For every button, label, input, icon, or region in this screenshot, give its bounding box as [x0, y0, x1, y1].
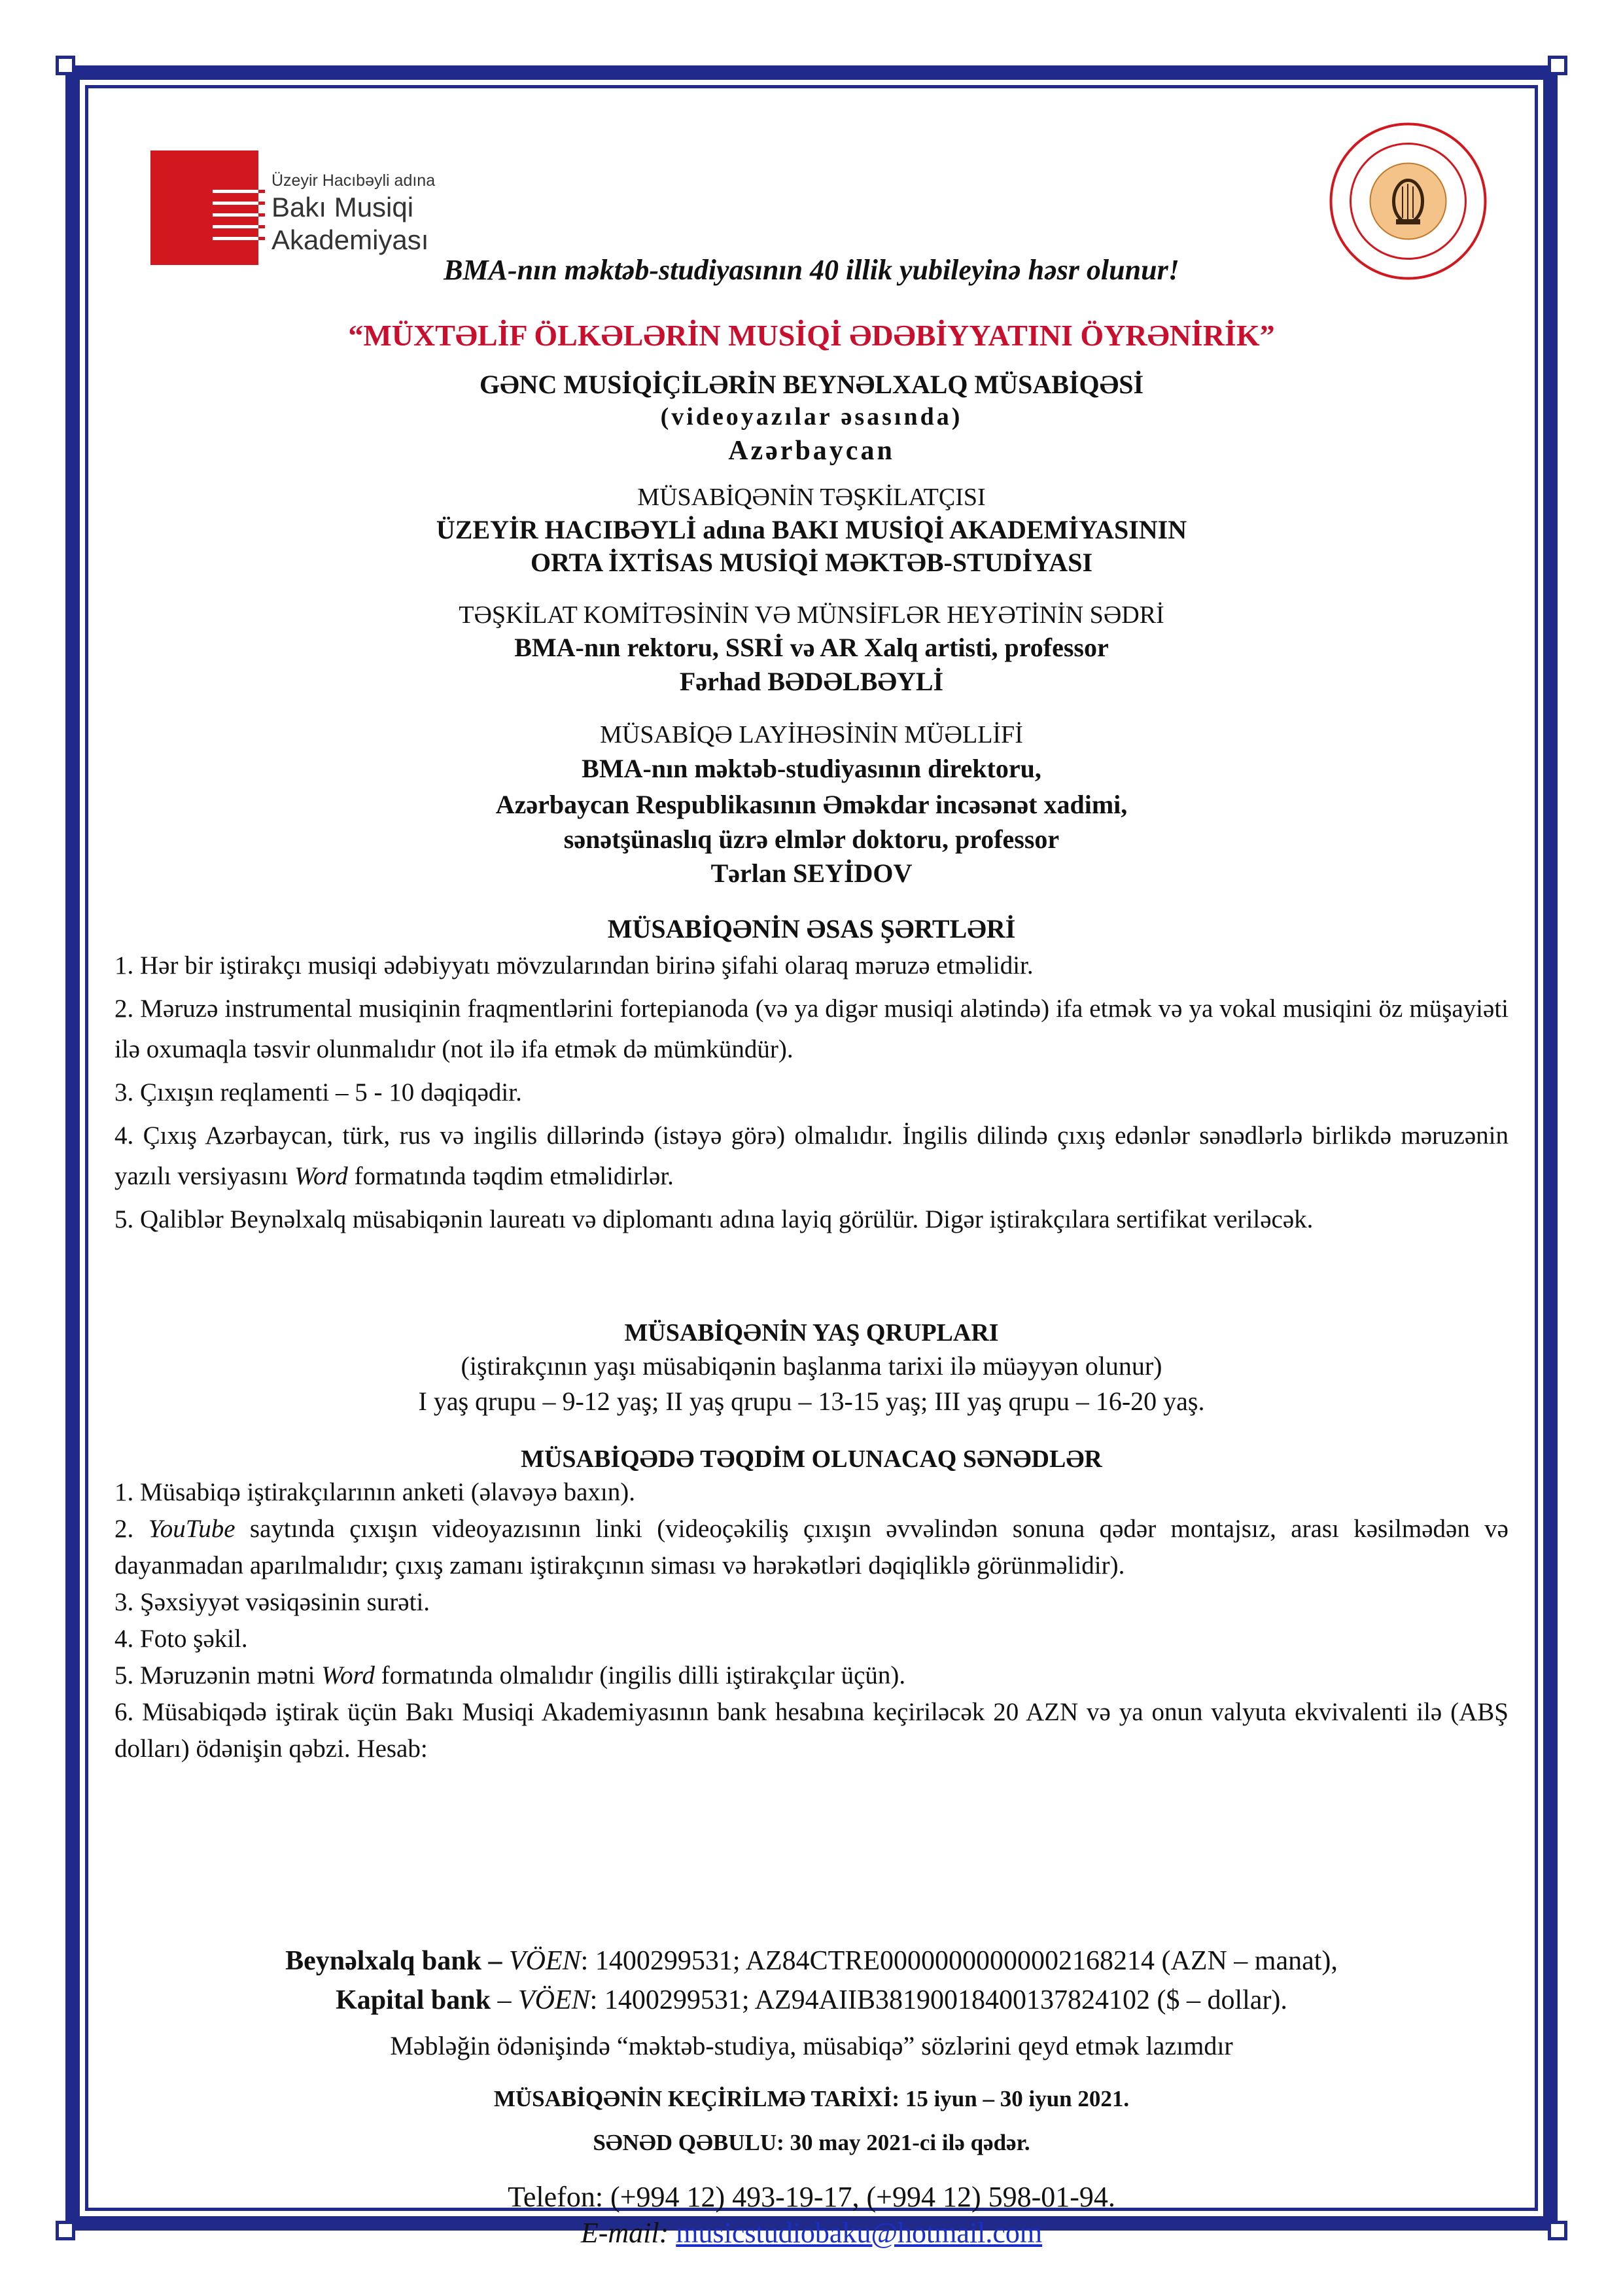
document-item-5-text: 5. Məruzənin mətni [114, 1661, 315, 1689]
submission-deadline: SƏNƏD QƏBULU: 30 may 2021-ci ilə qədər. [593, 2130, 1030, 2155]
contact-phone: Telefon: (+994 12) 493-19-17, (+994 12) 598-01-94. [508, 2181, 1115, 2213]
chairman-heading: TƏŞKİLAT KOMİTƏSİNİN VƏ MÜNSİFLƏR HEYƏTİNİN SƏDRİ [459, 601, 1164, 629]
jubilee-line: BMA-nın məktəb-studiyasının 40 illik yubileyinə həsr olunur! [444, 254, 1179, 286]
age-groups-list: I yaş qrupu – 9-12 yaş; II yaş qrupu – 13-15 yaş; III yaş qrupu – 16-20 yaş. [418, 1386, 1205, 1416]
age-groups-note: (iştirakçının yaşı müsabiqənin başlanma tarixi ilə müəyyən olunur) [461, 1351, 1162, 1381]
voen-label: VÖEN [518, 1985, 590, 2015]
bank-dash: – [491, 1985, 518, 2015]
document-item-5 [114, 1657, 1509, 1694]
bank-line-1 [114, 1943, 1509, 1979]
word-format-label: Word [294, 1162, 348, 1190]
bank-account-usd: : 1400299531; AZ94AIIB38190018400137824102 ($ – dollar). [589, 1985, 1287, 2015]
logo-line-3: Akademiyası [271, 224, 429, 255]
document-item-6: 6. Müsabiqədə iştirak üçün Bakı Musiqi Akademiyasının bank hesabına keçiriləcək 20 AZN və ya onun valyuta ekvivalenti ilə (ABŞ dolları) ödənişin qəbzi. Hesab: [114, 1698, 1509, 1763]
condition-item-4 [114, 1116, 1509, 1197]
author-name: Tərlan SEYİDOV [710, 858, 913, 888]
bank-account-azn: : 1400299531; AZ84CTRE00000000000002168214 (AZN – manat), [580, 1946, 1338, 1976]
author-line-3: sənətşünaslıq üzrə elmlər doktoru, professor [563, 824, 1060, 854]
organizer-line-2: ORTA İXTİSAS MUSİQİ MƏKTƏB-STUDİYASI [530, 548, 1093, 577]
document-item-5-text-end: formatında olmalıdır (ingilis dilli iştirakçılar üçün). [381, 1661, 906, 1689]
conditions-heading: MÜSABİQƏNİN ƏSAS ŞƏRTLƏRİ [607, 914, 1016, 944]
bank-name-international: Beynəlxalq bank – [285, 1946, 502, 1976]
youtube-label: YouTube [148, 1515, 236, 1543]
organizer-line-1: ÜZEYİR HACIBƏYLİ adına BAKI MUSİQİ AKADEMİYASININ [436, 515, 1187, 544]
organizer-heading: MÜSABİQƏNİN TƏŞKİLATÇISI [637, 484, 986, 511]
condition-item-3: 3. Çıxışın reqlamenti – 5 - 10 dəqiqədir. [114, 1078, 522, 1106]
condition-item-4-text-end: formatında təqdim etməlidirlər. [354, 1162, 674, 1190]
author-heading: MÜSABİQƏ LAYİHƏSİNİN MÜƏLLİFİ [600, 721, 1023, 749]
documents-heading: MÜSABİQƏDƏ TƏQDİM OLUNACAQ SƏNƏDLƏR [521, 1445, 1102, 1473]
author-line-1: BMA-nın məktəb-studiyasının direktoru, [582, 754, 1041, 783]
logo-line-1: Üzeyir Hacıbəyli adına [271, 171, 436, 190]
document-item-2-text: saytında çıxışın videoyazısının linki (videoçəkiliş çıxışın əvvəlindən sonuna qədər montajsız, arası kəsilmədən və dayanmadan aparılmalıdır; çıxış zamanı iştirakçının siması və hərəkətləri dəqiqliklə görünməlidir). [114, 1515, 1509, 1580]
corner-ornament [1548, 56, 1567, 75]
condition-item-4-text: 4. Çıxış Azərbaycan, türk, rus və ingilis dillərində (istəyə görə) olmalıdır. İngilis dilində çıxış edənlər sənədlərlə birlikdə məruzənin yazılı versiyasını [114, 1122, 1509, 1190]
email-link[interactable]: musicstudiobaku@hotmail.com [676, 2217, 1043, 2249]
competition-country: Azərbaycan [728, 436, 895, 466]
document-item-4: 4. Foto şəkil. [114, 1625, 248, 1653]
logo-line-2: Bakı Musiqi [271, 192, 414, 222]
condition-item-1: 1. Hər bir iştirakçı musiqi ədəbiyyatı mövzularından birinə şifahi olaraq məruzə etməlidir. [114, 951, 1034, 980]
author-line-2: Azərbaycan Respublikasının Əməkdar incəsənət xadimi, [495, 790, 1128, 819]
competition-name: GƏNC MUSİQİÇİLƏRİN BEYNƏLXALQ MÜSABİQƏSİ [479, 370, 1144, 399]
chairman-title: BMA-nın rektoru, SSRİ və AR Xalq artisti, professor [514, 633, 1109, 662]
corner-ornament [56, 56, 75, 75]
corner-ornament [1548, 2221, 1567, 2240]
bank-name-kapital: Kapital bank [336, 1985, 491, 2015]
payment-note: Məbləğin ödənişində “məktəb-studiya, müsabiqə” sözlərini qeyd etmək lazımdır [390, 2031, 1233, 2060]
word-format-label: Word [321, 1661, 375, 1689]
document-item-3: 3. Şəxsiyyət vəsiqəsinin surəti. [114, 1588, 430, 1616]
contact-email-line [114, 2215, 1509, 2252]
email-label: E-mail: [580, 2217, 669, 2249]
competition-dates: MÜSABİQƏNİN KEÇİRİLMƏ TARİXİ: 15 iyun – 30 iyun 2021. [493, 2086, 1130, 2111]
competition-format: (videoyazılar əsasında) [660, 403, 963, 431]
chairman-name: Fərhad BƏDƏLBƏYLİ [679, 667, 944, 696]
bank-line-2 [114, 1983, 1509, 2018]
voen-label: VÖEN [509, 1946, 581, 1976]
document-item-2-number: 2. [114, 1515, 134, 1543]
corner-ornament [56, 2221, 75, 2240]
condition-item-2: 2. Məruzə instrumental musiqinin fraqmentlərini fortepianoda (və ya digər musiqi alətində) ifa etmək və ya vokal musiqini öz müşayiəti ilə oxumaqla təsvir olunmalıdır (not ilə ifa etmək də mümkündür). [114, 995, 1509, 1063]
condition-item-5: 5. Qaliblər Beynəlxalq müsabiqənin laureatı və diplomantı adına layiq görülür. Digər iştirakçılara sertifikat veriləcək. [114, 1205, 1314, 1233]
page-title: “MÜXTƏLİF ÖLKƏLƏRİN MUSİQİ ƏDƏBİYYATINI ÖYRƏNİRİK” [348, 319, 1275, 352]
document-item-2 [114, 1511, 1509, 1584]
document-item-1: 1. Müsabiqə iştirakçılarının anketi (əlavəyə baxın). [114, 1478, 635, 1506]
age-groups-heading: MÜSABİQƏNİN YAŞ QRUPLARI [624, 1319, 999, 1347]
